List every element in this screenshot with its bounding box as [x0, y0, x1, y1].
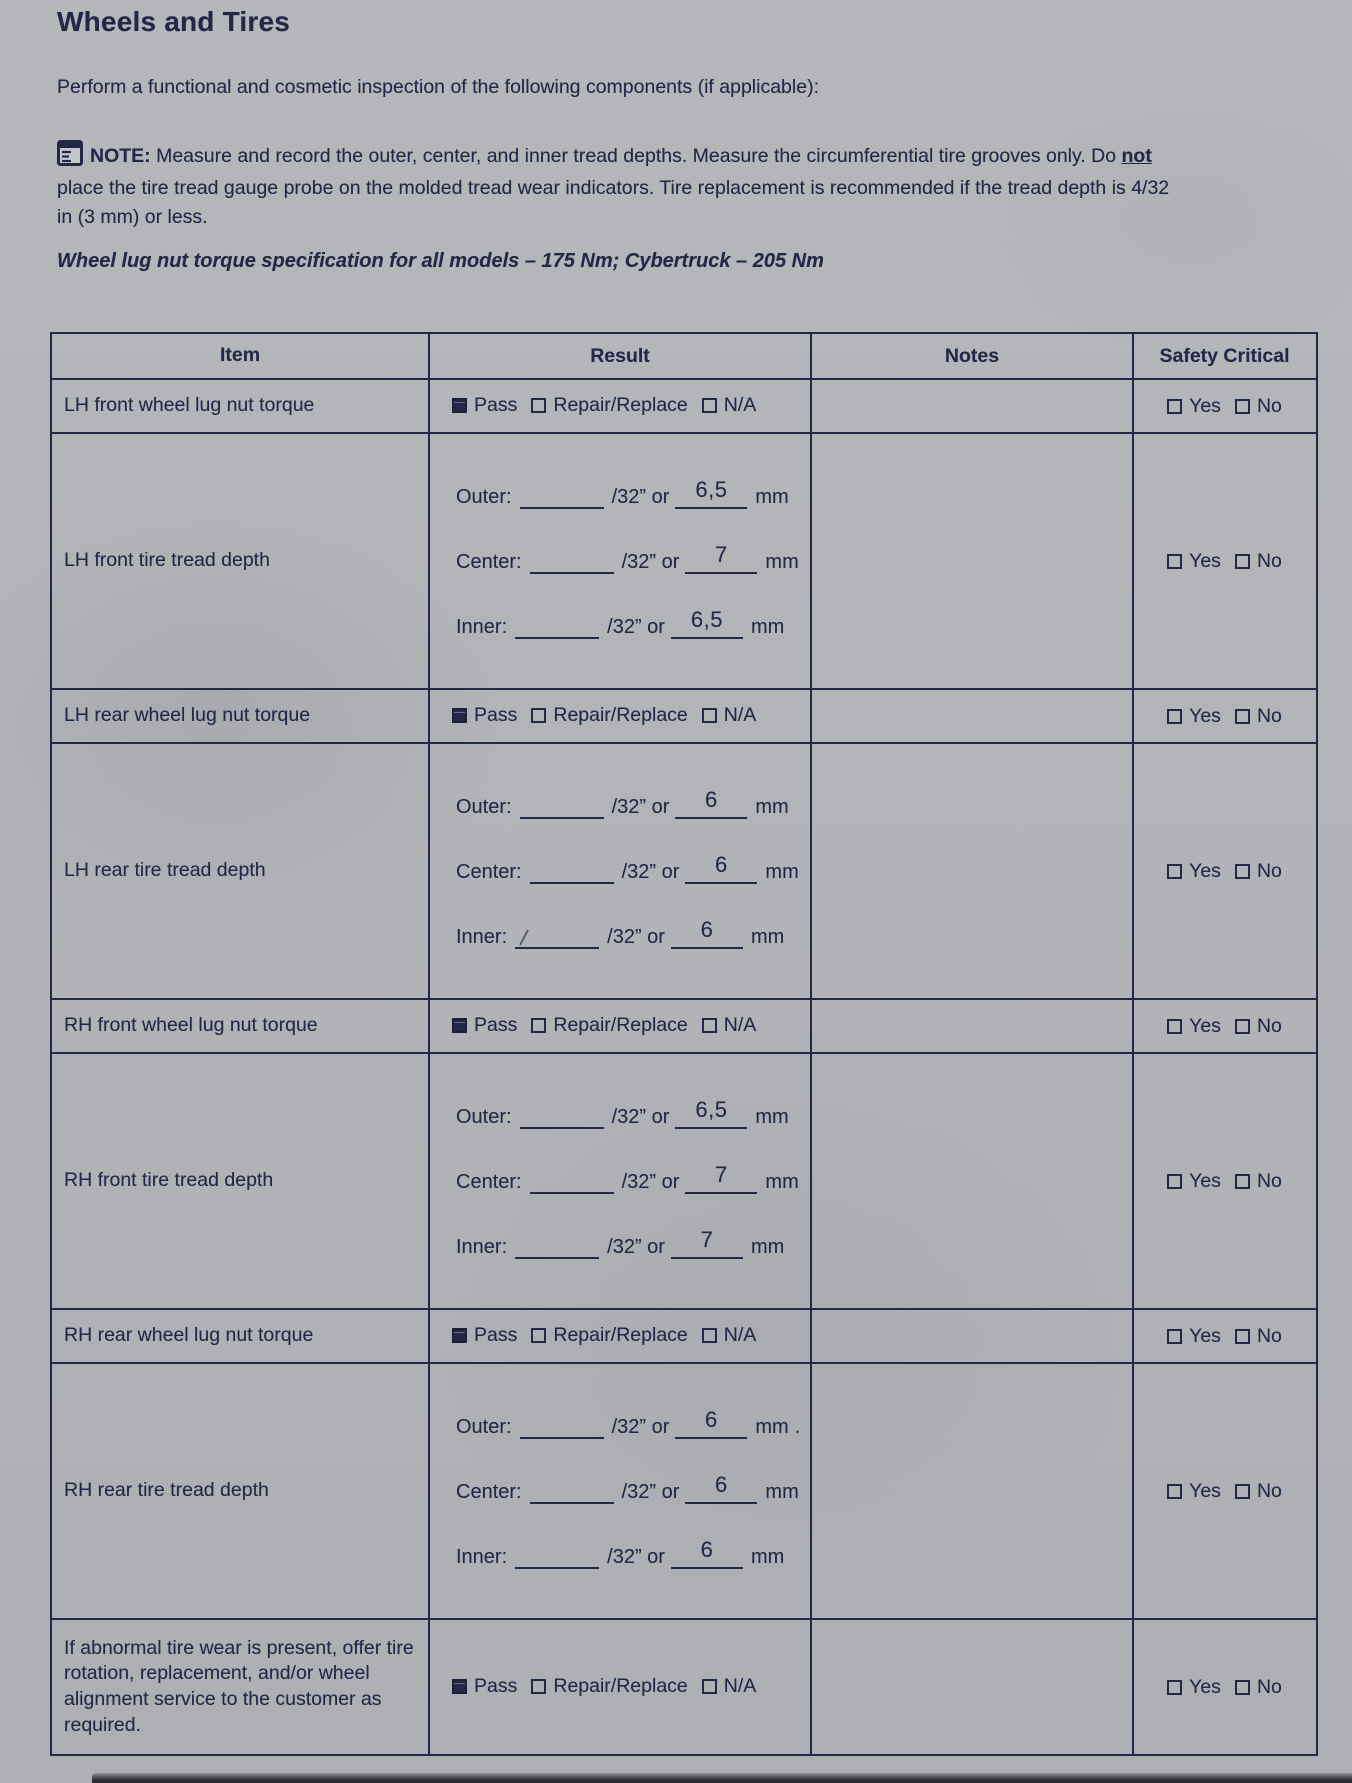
safety-option-yes-checkbox [1167, 1329, 1182, 1344]
result-option-repair-replace-label: Repair/Replace [553, 393, 688, 416]
mm-label: mm [755, 486, 789, 508]
item-label: LH rear tire tread depth [64, 859, 266, 882]
safety-option-yes-label: Yes [1189, 704, 1221, 727]
safety-option-yes-checkbox [1167, 399, 1182, 414]
blank-mm-line [671, 1227, 743, 1259]
safety-critical-cell [1134, 1620, 1315, 1754]
result-cell [430, 690, 812, 742]
safety-option-no-checkbox [1235, 1329, 1250, 1344]
safety-option-no-label: No [1256, 394, 1282, 417]
safety-option-no [1235, 550, 1282, 573]
safety-option-yes-checkbox [1167, 1484, 1182, 1499]
mm-label: mm [755, 1416, 789, 1438]
tread-measure-line [456, 1472, 799, 1504]
item-cell [52, 1310, 430, 1362]
safety-option-yes-label: Yes [1189, 1014, 1221, 1037]
safety-critical-cell [1134, 1364, 1315, 1618]
safety-option-no-checkbox [1235, 1174, 1250, 1189]
result-option-n-a-checkbox [702, 1328, 717, 1343]
item-label: LH rear wheel lug nut torque [64, 704, 311, 727]
result-cell [430, 380, 812, 432]
inspection-table [50, 332, 1318, 1756]
result-option-pass [452, 704, 517, 727]
table-row [52, 380, 1316, 434]
fraction-label: /32” or [621, 1481, 680, 1503]
safety-option-yes [1167, 705, 1221, 728]
safety-option-yes [1167, 860, 1221, 883]
value-mm: 6 [705, 787, 718, 812]
mm-label: mm [750, 926, 785, 948]
safety-option-yes-label: Yes [1189, 1675, 1221, 1698]
notes-cell [812, 1054, 1134, 1308]
blank-32nds-line [515, 925, 599, 949]
table-row [52, 690, 1316, 744]
blank-32nds-line [520, 485, 604, 509]
value-mm: 7 [700, 1227, 714, 1252]
safety-option-no [1235, 1676, 1282, 1699]
tread-measure-line [456, 607, 785, 639]
item-label: If abnormal tire wear is present, offer tire rotation, replacement, and/or wheel alignment service to the customer as required. [64, 1636, 414, 1736]
safety-option-yes-label: Yes [1189, 859, 1221, 882]
mm-label: mm [750, 1236, 785, 1258]
note-icon [57, 140, 83, 174]
safety-option-yes [1167, 1015, 1221, 1038]
value-mm: 6,5 [690, 607, 724, 632]
safety-option-no [1235, 395, 1282, 418]
value-mm: 7 [715, 542, 728, 567]
notes-cell [812, 380, 1134, 432]
item-cell [52, 380, 430, 432]
safety-option-no-checkbox [1235, 1680, 1250, 1695]
stray-dot-mark: . [794, 1416, 801, 1438]
result-option-pass [452, 1014, 517, 1037]
safety-option-no-checkbox [1235, 864, 1250, 879]
table-row [52, 1364, 1316, 1620]
fraction-label: /32” or [607, 1546, 665, 1568]
blank-mm-line [675, 787, 747, 819]
result-cell [430, 1364, 812, 1618]
measure-label: Outer: [456, 796, 512, 818]
tread-measure-line [456, 477, 789, 509]
result-options [452, 394, 756, 419]
blank-mm-line [685, 852, 757, 884]
safety-option-yes-checkbox [1167, 864, 1182, 879]
safety-critical-cell [1134, 1054, 1315, 1308]
note-label: NOTE: [90, 145, 151, 167]
measure-label: Center: [456, 551, 522, 573]
safety-option-no [1235, 1170, 1282, 1193]
table-row [52, 1310, 1316, 1364]
blank-32nds-line [515, 615, 599, 639]
result-options [452, 1324, 756, 1349]
safety-critical-cell [1134, 380, 1315, 432]
safety-option-no-label: No [1256, 549, 1282, 572]
table-row [52, 744, 1316, 1000]
result-option-pass-label: Pass [474, 393, 518, 416]
notes-cell [812, 690, 1134, 742]
result-options [452, 704, 756, 729]
measure-label: Inner: [456, 926, 508, 948]
result-option-repair-replace-label: Repair/Replace [553, 1323, 688, 1346]
safety-option-yes-label: Yes [1189, 1324, 1221, 1347]
result-option-pass [452, 394, 517, 417]
blank-32nds-line [520, 1105, 604, 1129]
torque-spec-line: Wheel lug nut torque specification for all models – 175 Nm; Cybertruck – 205 Nm [57, 250, 824, 272]
result-option-repair-replace-checkbox [531, 708, 546, 723]
blank-mm-line [671, 1537, 743, 1569]
result-option-repair-replace-checkbox [531, 398, 546, 413]
safety-option-no-label: No [1256, 1675, 1282, 1698]
measure-label: Outer: [456, 486, 512, 508]
tread-measure-line [456, 852, 799, 884]
item-cell [52, 1054, 430, 1308]
safety-option-no-label: No [1256, 1169, 1282, 1192]
fraction-label: /32” or [611, 486, 670, 508]
result-option-n-a-label: N/A [723, 703, 757, 726]
result-cell [430, 1000, 812, 1052]
item-cell [52, 1620, 430, 1754]
fraction-label: /32” or [607, 926, 665, 948]
blank-32nds-line [520, 795, 604, 819]
result-cell [430, 744, 812, 998]
measure-label: Center: [456, 1171, 522, 1193]
value-mm: 6,5 [695, 1097, 728, 1122]
note-text-2: place the tire tread gauge probe on the molded tread wear indicators. Tire replacement is recommended if the tread depth is 4/32 in (3 mm) or less. [57, 177, 1170, 228]
value-mm: 6 [700, 917, 714, 942]
notes-cell [812, 744, 1134, 998]
item-label: RH rear tire tread depth [64, 1479, 269, 1502]
item-cell [52, 434, 430, 688]
result-option-n-a-checkbox [702, 1018, 717, 1033]
result-option-n-a-label: N/A [723, 1323, 757, 1346]
item-cell [52, 1364, 430, 1618]
safety-option-yes-checkbox [1167, 554, 1182, 569]
note-block [57, 140, 1187, 231]
blank-mm-line [675, 477, 747, 509]
mm-label: mm [755, 1106, 789, 1128]
safety-option-yes-checkbox [1167, 1680, 1182, 1695]
item-cell [52, 744, 430, 998]
safety-option-yes-checkbox [1167, 1174, 1182, 1189]
value-mm: 6 [715, 1472, 728, 1497]
page-title: Wheels and Tires [57, 6, 290, 37]
safety-option-no-checkbox [1235, 1484, 1250, 1499]
result-option-repair-replace [531, 394, 687, 417]
safety-option-no [1235, 705, 1282, 728]
tread-measure-line [456, 917, 785, 949]
value-mm: 7 [715, 1162, 728, 1187]
blank-32nds-line [515, 1235, 599, 1259]
item-label: RH front tire tread depth [64, 1169, 274, 1192]
safety-critical-cell [1134, 434, 1315, 688]
result-option-pass-checkbox [452, 1018, 467, 1033]
mm-label: mm [750, 1546, 785, 1568]
item-label: RH rear wheel lug nut torque [64, 1324, 314, 1347]
safety-option-no-label: No [1256, 704, 1282, 727]
blank-32nds-line [520, 1415, 604, 1439]
item-label: LH front wheel lug nut torque [64, 394, 315, 417]
safety-option-yes-label: Yes [1189, 1169, 1221, 1192]
result-option-n-a-label: N/A [723, 1013, 757, 1036]
tread-measure-line [456, 1227, 785, 1259]
result-option-pass-label: Pass [474, 1323, 518, 1346]
safety-option-yes-checkbox [1167, 1019, 1182, 1034]
safety-option-yes [1167, 1676, 1221, 1699]
notes-cell [812, 1364, 1134, 1618]
safety-critical-cell [1134, 1000, 1315, 1052]
safety-option-no-checkbox [1235, 1019, 1250, 1034]
result-cell [430, 434, 812, 688]
note-text-1: Measure and record the outer, center, and inner tread depths. Measure the circumferential tire grooves only. Do [150, 145, 1122, 167]
safety-option-yes [1167, 550, 1221, 573]
measure-label: Inner: [456, 616, 508, 638]
result-option-pass-checkbox [452, 398, 467, 413]
safety-option-no [1235, 860, 1282, 883]
blank-mm-line [675, 1097, 747, 1129]
measure-label: Center: [456, 1481, 522, 1503]
blank-32nds-line [530, 860, 614, 884]
table-row [52, 434, 1316, 690]
tread-measure-line [456, 1097, 789, 1129]
result-option-pass-checkbox [452, 708, 467, 723]
fraction-label: /32” or [621, 551, 680, 573]
item-label: RH front wheel lug nut torque [64, 1014, 318, 1037]
result-option-n-a [702, 704, 757, 727]
result-option-pass-label: Pass [474, 1013, 518, 1036]
measure-label: Outer: [456, 1106, 512, 1128]
result-option-pass-checkbox [452, 1679, 467, 1694]
fraction-label: /32” or [611, 1416, 670, 1438]
fraction-label: /32” or [621, 1171, 680, 1193]
table-row [52, 1620, 1316, 1754]
result-option-repair-replace-label: Repair/Replace [553, 1013, 688, 1036]
blank-32nds-line [530, 550, 614, 574]
mm-label: mm [765, 551, 799, 573]
tread-measure-line [456, 787, 789, 819]
safety-option-yes [1167, 1325, 1221, 1348]
safety-option-no-checkbox [1235, 709, 1250, 724]
blank-32nds-line [530, 1480, 614, 1504]
item-label: LH front tire tread depth [64, 549, 270, 572]
result-option-repair-replace-label: Repair/Replace [553, 1674, 688, 1697]
result-option-n-a-label: N/A [723, 393, 757, 416]
result-option-repair-replace-checkbox [531, 1679, 546, 1694]
safety-option-yes-label: Yes [1189, 549, 1221, 572]
result-option-n-a-checkbox [702, 1679, 717, 1694]
mm-label: mm [755, 796, 789, 818]
blank-mm-line [675, 1407, 747, 1439]
fraction-label: /32” or [621, 861, 680, 883]
safety-critical-cell [1134, 690, 1315, 742]
safety-option-yes-label: Yes [1189, 394, 1221, 417]
tread-measure-line [456, 1162, 799, 1194]
safety-option-yes [1167, 395, 1221, 418]
blank-32nds-line [530, 1170, 614, 1194]
safety-option-no [1235, 1325, 1282, 1348]
result-option-n-a [702, 1014, 757, 1037]
result-option-n-a [702, 1324, 757, 1347]
blank-mm-line [685, 1162, 757, 1194]
safety-option-no [1235, 1015, 1282, 1038]
safety-option-yes-checkbox [1167, 709, 1182, 724]
result-option-pass-label: Pass [474, 1674, 518, 1697]
safety-option-no-label: No [1256, 859, 1282, 882]
result-option-pass [452, 1675, 517, 1698]
result-option-n-a-label: N/A [723, 1674, 757, 1697]
header-label: Result [590, 344, 650, 367]
result-option-n-a-checkbox [702, 708, 717, 723]
item-cell [52, 1000, 430, 1052]
safety-option-no [1235, 1480, 1282, 1503]
mm-label: mm [765, 861, 799, 883]
notes-cell [812, 434, 1134, 688]
notes-cell [812, 1310, 1134, 1362]
blank-mm-line [685, 1472, 757, 1504]
result-option-repair-replace [531, 704, 687, 727]
fraction-label: /32” or [607, 616, 665, 638]
safety-option-yes-label: Yes [1189, 1479, 1221, 1502]
safety-option-no-checkbox [1235, 554, 1250, 569]
result-cell [430, 1054, 812, 1308]
safety-option-no-label: No [1256, 1324, 1282, 1347]
measure-label: Center: [456, 861, 522, 883]
fraction-label: /32” or [607, 1236, 665, 1258]
table-row [52, 1000, 1316, 1054]
header-label: Safety Critical [1159, 344, 1290, 367]
result-option-repair-replace [531, 1324, 687, 1347]
stray-pen-mark [519, 930, 529, 946]
header-cell-safety-critical [1134, 334, 1315, 378]
measure-label: Outer: [456, 1416, 512, 1438]
result-option-pass-label: Pass [474, 703, 518, 726]
result-options [452, 1675, 756, 1700]
value-mm: 6 [705, 1407, 718, 1432]
tread-measure-line [456, 1537, 785, 1569]
result-option-n-a-checkbox [702, 398, 717, 413]
safety-option-yes [1167, 1480, 1221, 1503]
result-option-repair-replace-checkbox [531, 1328, 546, 1343]
note-not-emphasis: not [1121, 145, 1152, 167]
header-cell-notes [812, 334, 1134, 378]
result-cell [430, 1310, 812, 1362]
result-option-repair-replace [531, 1014, 687, 1037]
intro-text: Perform a functional and cosmetic inspection of the following components (if applicable): [57, 76, 819, 98]
safety-critical-cell [1134, 1310, 1315, 1362]
header-label: Item [219, 344, 261, 367]
mm-label: mm [765, 1171, 799, 1193]
result-cell [430, 1620, 812, 1754]
table-header-row [52, 334, 1316, 380]
fraction-label: /32” or [611, 796, 670, 818]
tread-measure-line [456, 1407, 801, 1439]
notes-cell [812, 1620, 1134, 1754]
page-scan-edge-shadow [92, 1773, 1352, 1783]
result-option-pass-checkbox [452, 1328, 467, 1343]
result-option-n-a [702, 1675, 757, 1698]
value-mm: 6 [715, 852, 728, 877]
safety-option-yes [1167, 1170, 1221, 1193]
blank-mm-line [685, 542, 757, 574]
item-cell [52, 690, 430, 742]
mm-label: mm [750, 616, 785, 638]
safety-option-no-label: No [1256, 1014, 1282, 1037]
safety-option-no-label: No [1256, 1479, 1282, 1502]
value-mm: 6 [700, 1537, 714, 1562]
result-option-repair-replace [531, 1675, 687, 1698]
result-option-repair-replace-checkbox [531, 1018, 546, 1033]
header-cell-result [430, 334, 812, 378]
result-options [452, 1014, 756, 1039]
blank-mm-line [671, 607, 743, 639]
result-option-n-a [702, 394, 757, 417]
table-row [52, 1054, 1316, 1310]
result-option-repair-replace-label: Repair/Replace [553, 703, 688, 726]
measure-label: Inner: [456, 1236, 508, 1258]
header-label: Notes [944, 344, 1000, 367]
measure-label: Inner: [456, 1546, 508, 1568]
value-mm: 6,5 [695, 477, 728, 502]
fraction-label: /32” or [611, 1106, 670, 1128]
header-cell-item [52, 334, 430, 378]
mm-label: mm [765, 1481, 799, 1503]
safety-critical-cell [1134, 744, 1315, 998]
safety-option-no-checkbox [1235, 399, 1250, 414]
result-option-pass [452, 1324, 517, 1347]
notes-cell [812, 1000, 1134, 1052]
tread-measure-line [456, 542, 799, 574]
blank-32nds-line [515, 1545, 599, 1569]
blank-mm-line [671, 917, 743, 949]
